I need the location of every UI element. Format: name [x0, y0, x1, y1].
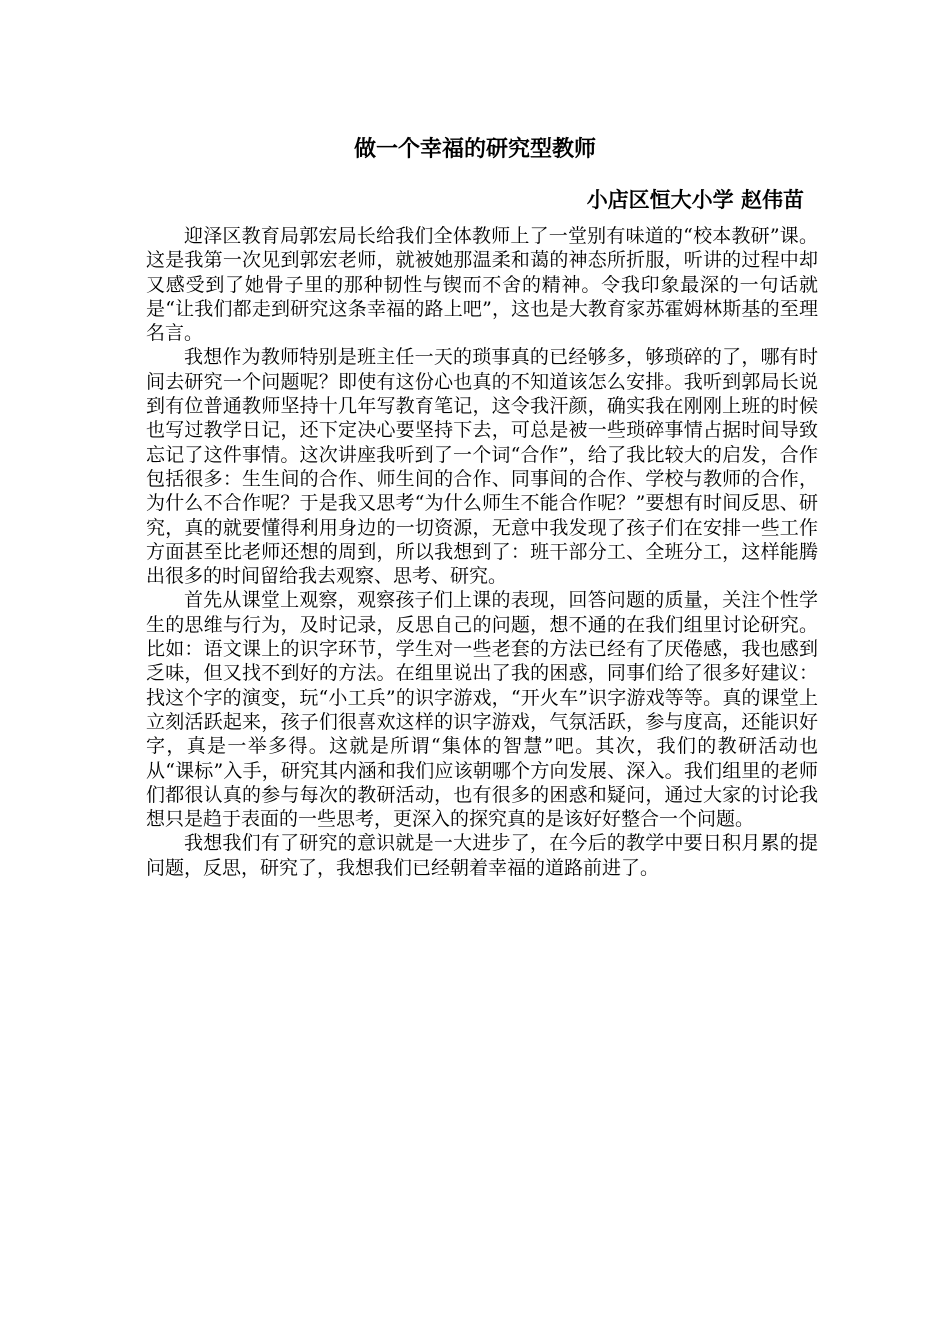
paragraph: 我想作为教师特别是班主任一天的琐事真的已经够多，够琐碎的了，哪有时间去研究一个问题呢？即使有这份心也真的不知道该怎么安排。我听到郭局长说到有位普通教师坚持十几年写教育笔记，这令我汗颜，确实我在刚刚上班的时候也写过教学日记，还下定决心要坚持下去，可总是被一些琐碎事情占据时间导致忘记了这件事情。这次讲座我听到了一个词“合作”，给了我比较大的启发，合作包括很多：生生间的合作、师生间的合作、同事间的合作、学校与教师的合作，为什么不合作呢？于是我又思考“为什么师生不能合作呢？”要想有时间反思、研究，真的就要懂得利用身边的一切资源，无意中我发现了孩子们在安排一些工作方面甚至比老师还想的周到，所以我想到了：班干部分工、全班分工，这样能腾出很多的时间留给我去观察、思考、研究。 [146, 346, 818, 588]
document-body [146, 224, 818, 880]
document-author: 小店区恒大小学 赵伟苗 [586, 188, 804, 212]
paragraph: 我想我们有了研究的意识就是一大进步了，在今后的教学中要日积月累的提问题，反思，研究了，我想我们已经朝着幸福的道路前进了。 [146, 832, 818, 879]
paragraph: 迎泽区教育局郭宏局长给我们全体教师上了一堂别有味道的“校本教研”课。这是我第一次见到郭宏老师，就被她那温柔和蔼的神态所折服，听讲的过程中却又感受到了她骨子里的那种韧性与锲而不舍的精神。令我印象最深的一句话就是“让我们都走到研究这条幸福的路上吧”，这也是大教育家苏霍姆林斯基的至理名言。 [146, 225, 818, 345]
document-title: 做一个幸福的研究型教师 [353, 137, 596, 162]
paragraph: 首先从课堂上观察，观察孩子们上课的表现，回答问题的质量，关注个性学生的思维与行为，及时记录，反思自己的问题，想不通的在我们组里讨论研究。比如：语文课上的识字环节，学生对一些老套的方法已经有了厌倦感，我也感到乏味，但又找不到好的方法。在组里说出了我的困惑，同事们给了很多好建议：找这个字的演变，玩“小工兵”的识字游戏，“开火车”识字游戏等等。真的课堂上立刻活跃起来，孩子们很喜欢这样的识字游戏，气氛活跃，参与度高，还能识好字，真是一举多得。这就是所谓“集体的智慧”吧。其次，我们的教研活动也从“课标”入手，研究其内涵和我们应该朝哪个方向发展、深入。我们组里的老师们都很认真的参与每次的教研活动，也有很多的困惑和疑问，通过大家的讨论我想只是趋于表面的一些思考，更深入的探究真的是该好好整合一个问题。 [146, 589, 818, 831]
